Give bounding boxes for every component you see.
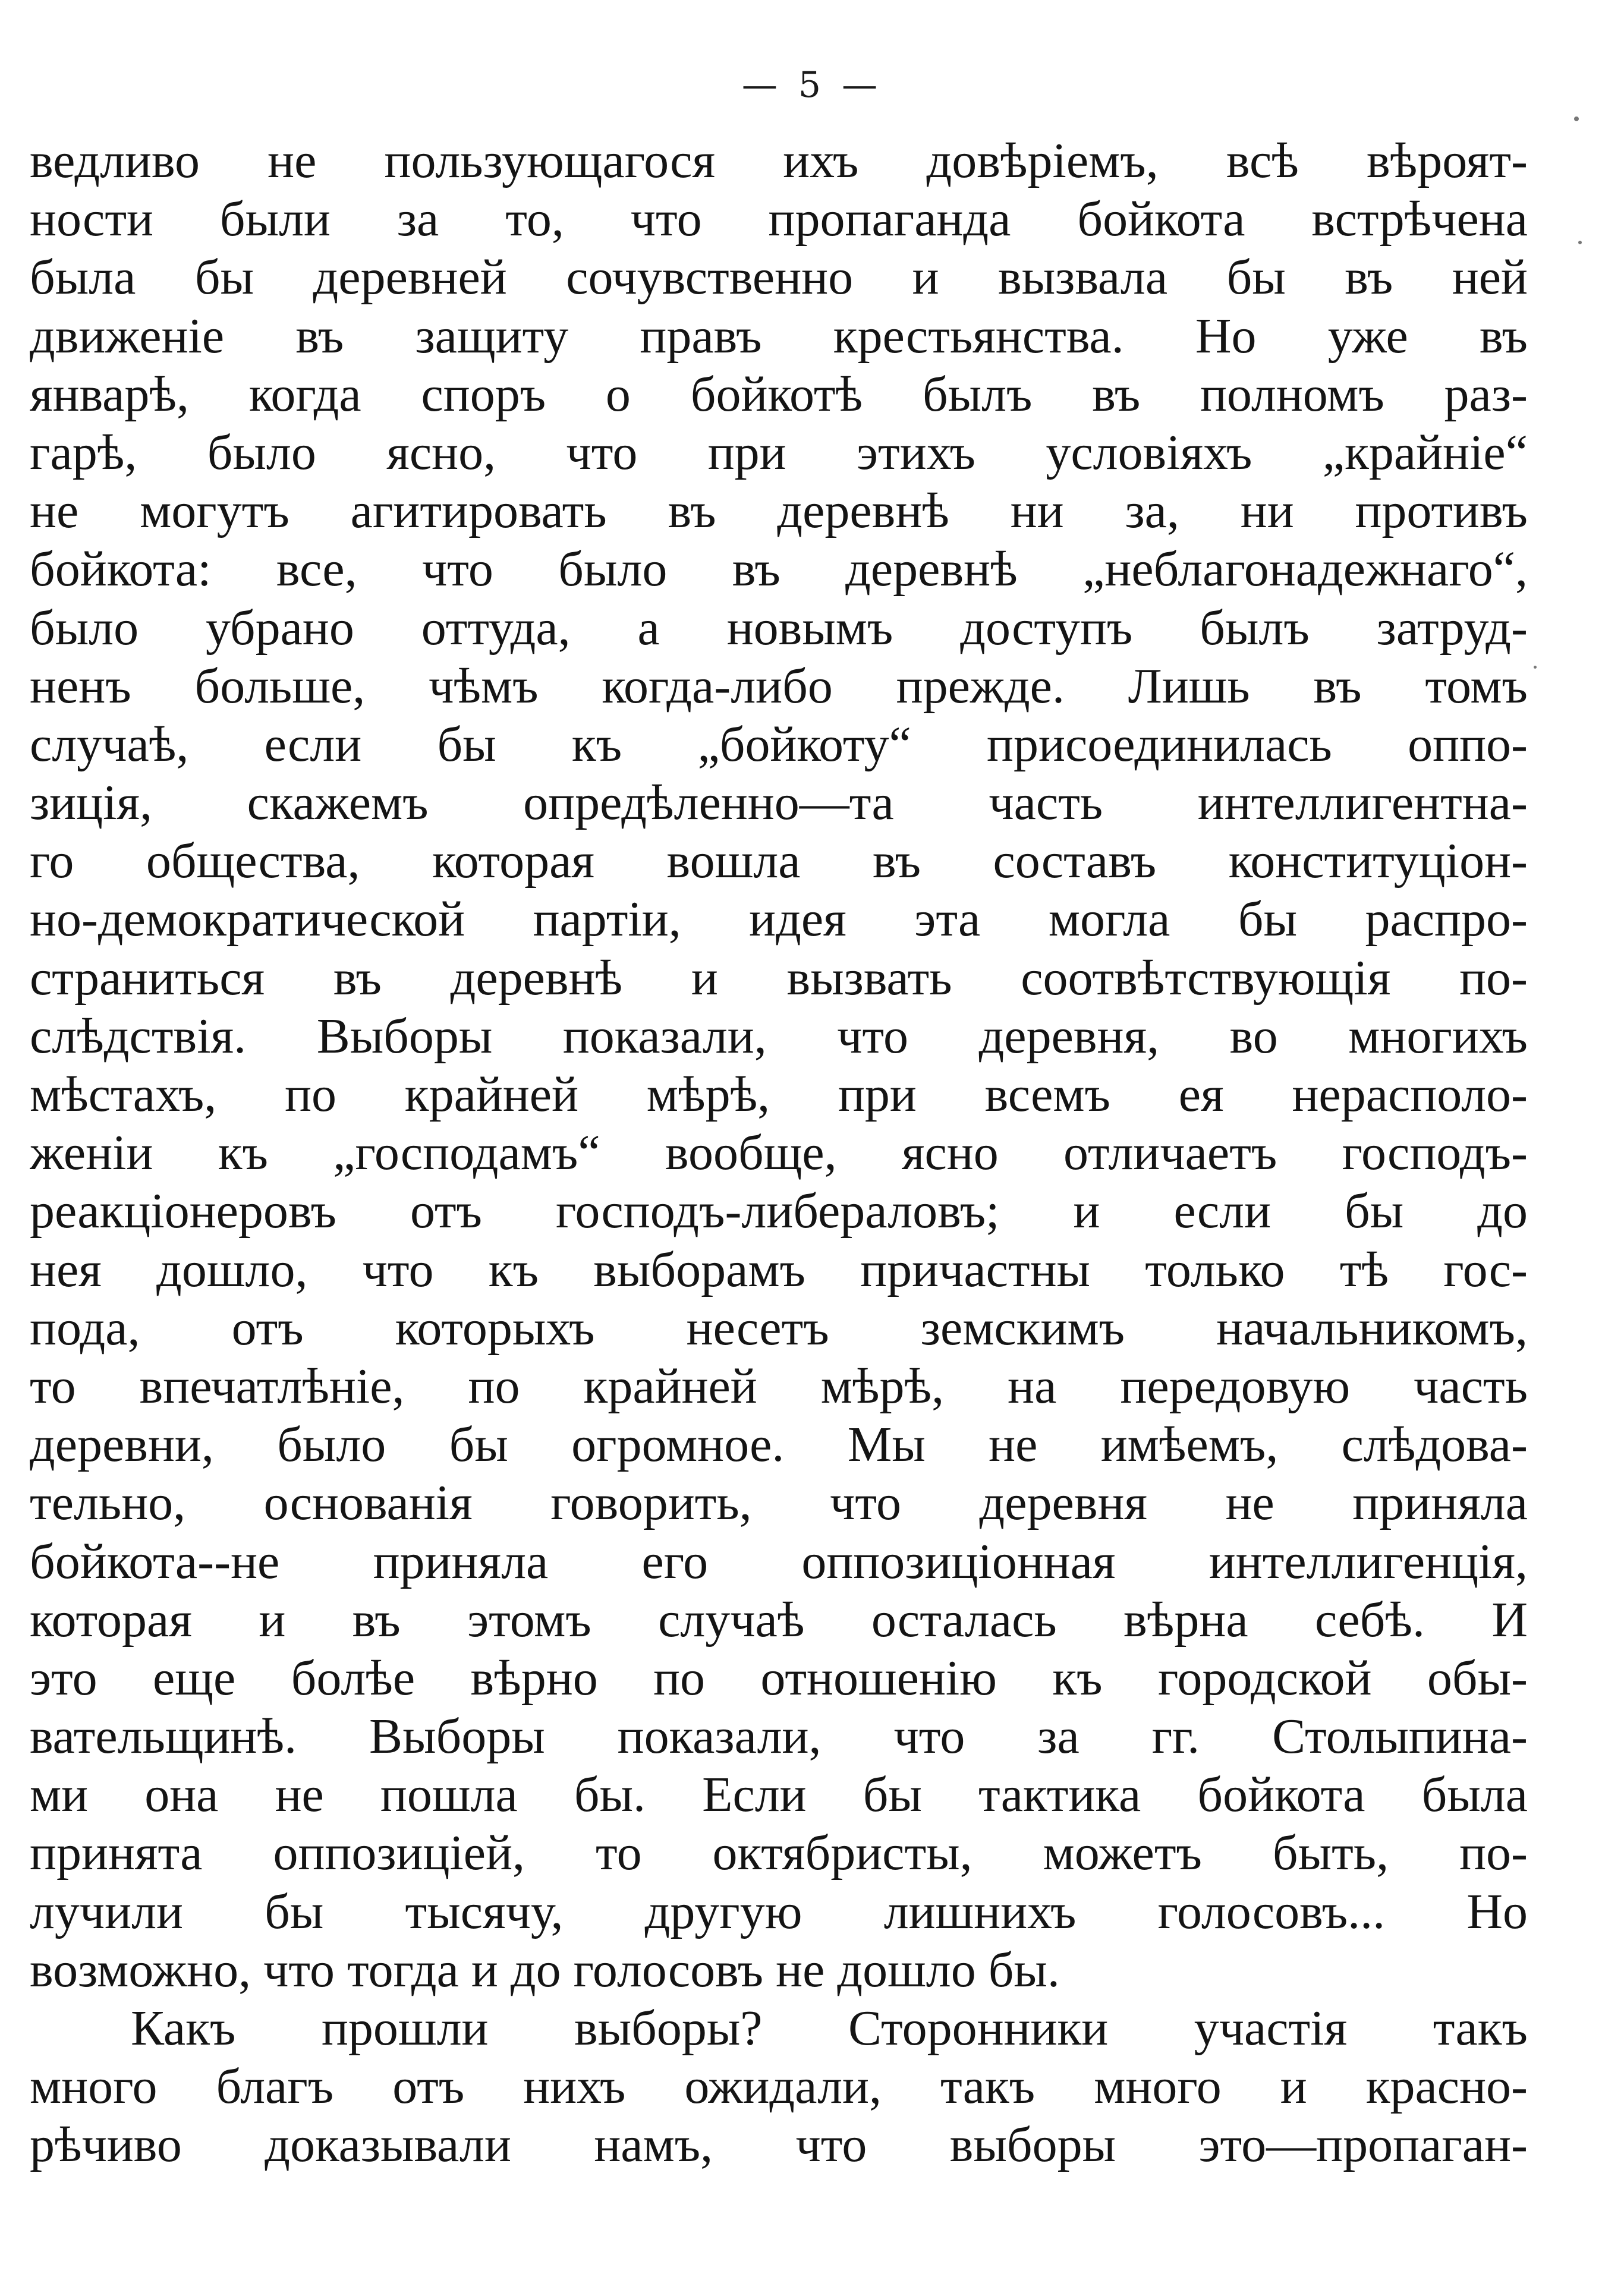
text-line: не могутъ агитировать въ деревнѣ ни за, ни противъ	[30, 483, 1528, 539]
text-line: ненъ больше, чѣмъ когда-либо прежде. Лишь въ томъ	[30, 658, 1528, 714]
text-line: слѣдствія. Выборы показали, что деревня, во многихъ	[30, 1008, 1528, 1064]
text-line: случаѣ, если бы къ „бойкоту“ присоединилась оппо-	[30, 716, 1528, 772]
text-line: вательщинѣ. Выборы показали, что за гг. Столыпина-	[30, 1709, 1528, 1765]
text-line: январѣ, когда споръ о бойкотѣ былъ въ полномъ раз-	[30, 366, 1528, 422]
text-line: ми она не пошла бы. Если бы тактика бойкота была	[30, 1767, 1528, 1823]
text-line: пода, отъ которыхъ несетъ земскимъ начальникомъ,	[30, 1300, 1528, 1356]
text-line: была бы деревней сочувственно и вызвала бы въ ней	[30, 250, 1528, 305]
text-line: бойкота: все, что было въ деревнѣ „неблагонадежнаго“,	[30, 541, 1528, 597]
text-line: это еще болѣе вѣрно по отношенію къ городской обы-	[30, 1650, 1528, 1706]
text-line: деревни, было бы огромное. Мы не имѣемъ, слѣдова-	[30, 1417, 1528, 1473]
text-line: движеніе въ защиту правъ крестьянства. Но уже въ	[30, 308, 1528, 364]
scan-speck	[1534, 666, 1537, 669]
text-line: много благъ отъ нихъ ожидали, такъ много и красно-	[30, 2059, 1528, 2115]
paragraph-end-line: возможно, что тогда и до голосовъ не дошло бы.	[30, 1942, 1060, 1998]
text-line: гарѣ, было ясно, что при этихъ условіяхъ „крайніе“	[30, 424, 1528, 480]
text-line: ности были за то, что пропаганда бойкота встрѣчена	[30, 191, 1528, 247]
text-line: принята оппозиціей, то октябристы, можетъ быть, по-	[30, 1825, 1528, 1881]
text-line: тельно, основанія говорить, что деревня не приняла	[30, 1475, 1528, 1531]
paragraph-start-line: Какъ прошли выборы? Сторонники участія такъ	[131, 2001, 1528, 2056]
text-line: женіи къ „господамъ“ вообще, ясно отличаетъ господъ-	[30, 1125, 1528, 1181]
text-line: лучили бы тысячу, другую лишнихъ голосовъ... Но	[30, 1884, 1528, 1939]
text-line: бойкота--не приняла его оппозиціонная интеллигенція,	[30, 1533, 1528, 1589]
text-line: зиція, скажемъ опредѣленно—та часть интеллигентна-	[30, 775, 1528, 831]
text-line: то впечатлѣніе, по крайней мѣрѣ, на передовую часть	[30, 1358, 1528, 1414]
text-line: страниться въ деревнѣ и вызвать соотвѣтствующія по-	[30, 950, 1528, 1006]
scan-speck	[1578, 241, 1582, 244]
text-line: было убрано оттуда, а новымъ доступъ былъ затруд-	[30, 600, 1528, 656]
scan-speck	[1574, 116, 1579, 121]
body-text	[30, 132, 1528, 2175]
text-line: мѣстахъ, по крайней мѣрѣ, при всемъ ея нерасполо-	[30, 1067, 1528, 1122]
page-number: — 5 —	[741, 64, 883, 106]
text-line: но-демократической партіи, идея эта могла бы распро-	[30, 892, 1528, 947]
text-line: которая и въ этомъ случаѣ осталась вѣрна себѣ. И	[30, 1592, 1528, 1648]
text-line: го общества, которая вошла въ составъ конституціон-	[30, 833, 1528, 889]
text-line: реакціонеровъ отъ господъ-либераловъ; и если бы до	[30, 1183, 1528, 1239]
text-line: ведливо не пользующагося ихъ довѣріемъ, всѣ вѣроят-	[30, 133, 1528, 188]
text-line: рѣчиво доказывали намъ, что выборы это—пропаган-	[30, 2117, 1528, 2173]
text-line: нея дошло, что къ выборамъ причастны только тѣ гос-	[30, 1242, 1528, 1297]
